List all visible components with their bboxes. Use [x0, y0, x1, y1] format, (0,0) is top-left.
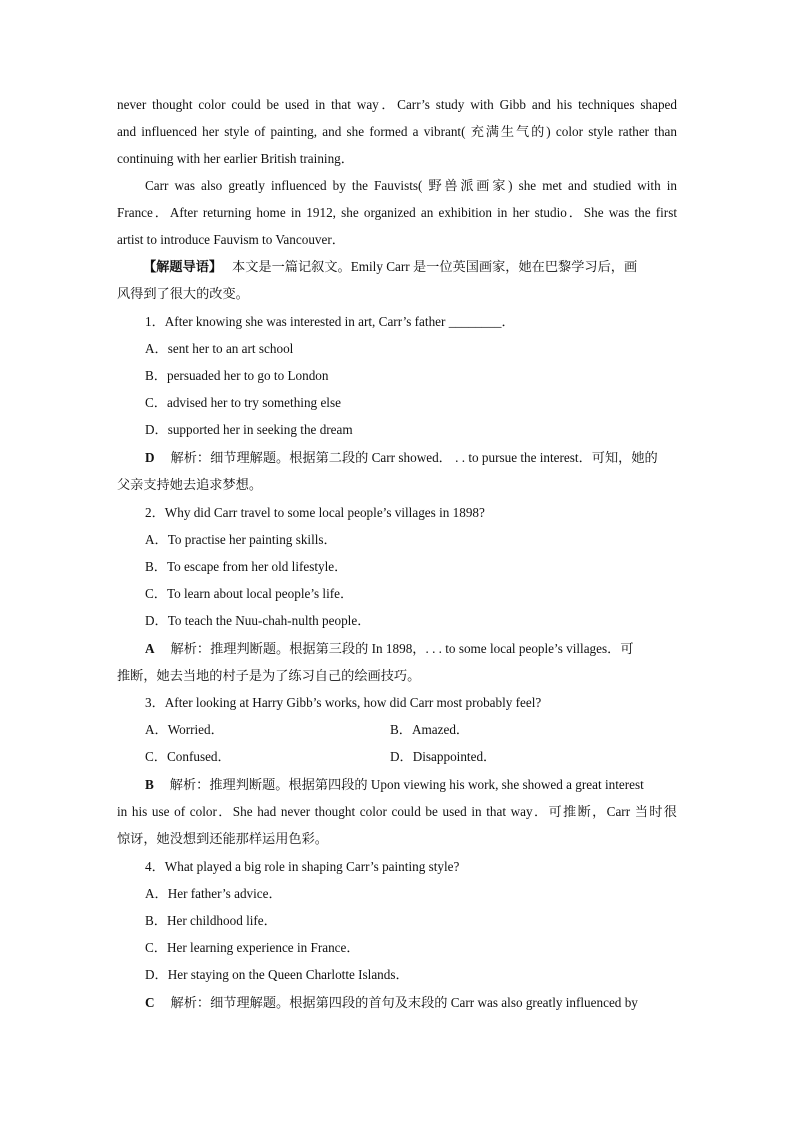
option: B．To escape from her old lifestyle． [145, 559, 348, 574]
guide-line: 风得到了很大的改变。 [117, 286, 249, 301]
answer-letter: D [145, 450, 155, 465]
option: D．Her staying on the Queen Charlotte Islands． [145, 967, 409, 982]
answer-letter: C [145, 995, 155, 1010]
option: A．Her father’s advice． [145, 886, 282, 901]
option-row [145, 721, 677, 739]
guide-label: 【解题导语】 [143, 259, 223, 274]
option: C．advised her to try something else [145, 395, 341, 410]
option: C．To learn about local people’s life． [145, 586, 354, 601]
explanation-line: in his use of color．She had never thought color could be used in that way．可推断，Carr 当时很 [117, 804, 677, 819]
option-row [145, 748, 677, 766]
passage-line: Carr was also greatly influenced by the Fauvists( 野兽派画家) she met and studied with in [145, 178, 677, 193]
explanation-line [145, 994, 677, 1012]
passage-line: continuing with her earlier British training． [117, 151, 354, 166]
option: B．persuaded her to go to London [145, 368, 329, 383]
explanation-line [145, 449, 677, 467]
guide-line [143, 258, 677, 276]
option: A．To practise her painting skills． [145, 532, 337, 547]
question-stem: 2．Why did Carr travel to some local people’s villages in 1898? [145, 505, 485, 520]
passage-line: artist to introduce Fauvism to Vancouver． [117, 232, 345, 247]
explanation-line [145, 640, 677, 658]
passage-line: never thought color could be used in that way．Carr’s study with Gibb and his techniques shaped [117, 97, 677, 112]
explanation-text: 解析：推理判断题。根据第三段的 In 1898，. . . to some local people’s villages．可 [170, 641, 634, 656]
explanation-text: 解析：推理判断题。根据第四段的 Upon viewing his work, she showed a great interest [169, 777, 644, 792]
option: C．Confused． [145, 749, 231, 764]
question-stem: 3．After looking at Harry Gibb’s works, how did Carr most probably feel? [145, 695, 542, 710]
guide-text: 本文是一篇记叙文。Emily Carr 是一位英国画家，她在巴黎学习后，画 [232, 259, 638, 274]
explanation-line: 父亲支持她去追求梦想。 [117, 477, 263, 492]
passage-line: France．After returning home in 1912, she organized an exhibition in her studio．She was the first [117, 205, 677, 220]
option: D．To teach the Nuu-chah-nulth people． [145, 613, 371, 628]
question-stem: 4．What played a big role in shaping Carr’s painting style? [145, 859, 460, 874]
explanation-line: 推断，她去当地的村子是为了练习自己的绘画技巧。 [117, 668, 421, 683]
explanation-line [145, 776, 677, 794]
explanation-text: 解析：细节理解题。根据第二段的 Carr showed． . . to pursue the interest．可知，她的 [170, 450, 658, 465]
passage-line: and influenced her style of painting, and she formed a vibrant( 充满生气的) color style rather than [117, 124, 677, 139]
option: B．Her childhood life． [145, 913, 277, 928]
answer-letter: A [145, 641, 155, 656]
option: D．supported her in seeking the dream [145, 422, 353, 437]
option: A．Worried． [145, 722, 224, 737]
answer-letter: B [145, 777, 154, 792]
explanation-line: 惊讶，她没想到还能那样运用色彩。 [117, 831, 328, 846]
explanation-text: 解析：细节理解题。根据第四段的首句及末段的 Carr was also greatly influenced by [170, 995, 638, 1010]
question-stem: 1．After knowing she was interested in art, Carr’s father ________． [145, 314, 515, 329]
option: D．Disappointed． [390, 749, 497, 764]
option: A．sent her to an art school [145, 341, 294, 356]
option: C．Her learning experience in France． [145, 940, 360, 955]
option: B．Amazed． [390, 722, 470, 737]
